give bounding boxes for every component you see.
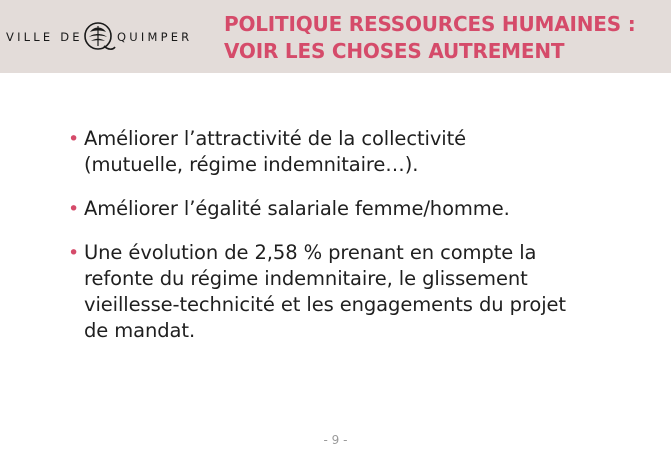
slide-title-line-1: POLITIQUE RESSOURCES HUMAINES : [224,12,636,36]
bullet-text-line: de mandat. [84,319,196,342]
bullet-text-line: Améliorer l’attractivité de la collectivité [84,127,467,150]
bullet-text-line: vieillesse-technicité et les engagements du projet [84,293,566,316]
slide-title-line-2: VOIR LES CHOSES AUTREMENT [224,39,565,63]
bullet-item [68,196,628,222]
ville-de-quimper-logo [6,22,206,52]
slide-header [0,0,671,73]
logo-right-text: QUIMPER [117,30,193,44]
logo-left-text: VILLE DE [6,30,83,44]
bullet-list [68,126,628,362]
bullet-dot-icon: • [68,198,80,220]
slide-title [224,11,636,65]
bullet-text-line: refonte du régime indemnitaire, le glissement [84,267,528,290]
bullet-text-line: Une évolution de 2,58 % prenant en compte la [84,241,537,264]
bullet-dot-icon: • [68,242,80,264]
bullet-text-line: (mutuelle, régime indemnitaire…). [84,153,419,176]
quimper-emblem-icon [80,20,116,54]
bullet-text-line: Améliorer l’égalité salariale femme/homme. [84,197,510,220]
page-number: - 9 - [323,433,348,447]
bullet-item [68,126,628,178]
bullet-item [68,240,628,344]
bullet-dot-icon: • [68,128,80,150]
